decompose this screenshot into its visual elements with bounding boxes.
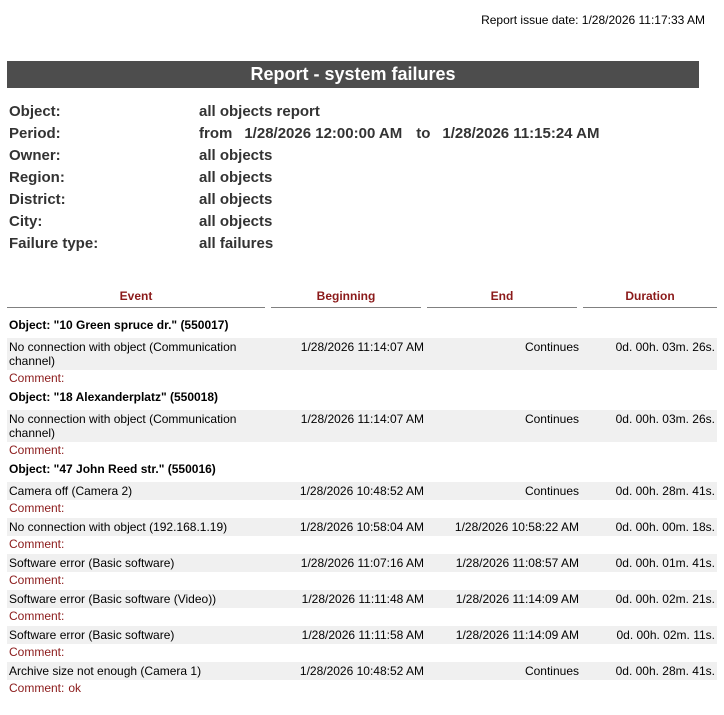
comment-label: Comment: [9, 443, 65, 457]
table-row [7, 410, 717, 442]
table-row [7, 482, 717, 500]
object-group-title: Object: "10 Green spruce dr." (550017) [9, 318, 229, 332]
beginning-cell: 1/28/2026 10:58:04 AM [299, 520, 424, 534]
duration-cell: 0d. 00h. 00m. 18s. [615, 520, 715, 534]
period-to-date: 1/28/2026 11:15:24 AM [442, 125, 600, 142]
end-cell: Continues [524, 340, 579, 354]
column-header-end: End [427, 288, 577, 308]
info-label-district: District: [9, 191, 66, 208]
info-value-region: all objects [199, 169, 273, 186]
info-label-failure-type: Failure type: [9, 235, 99, 252]
duration-cell: 0d. 00h. 28m. 41s. [615, 664, 715, 678]
comment-row [7, 680, 717, 698]
report-title: Report - system failures [7, 61, 699, 88]
beginning-cell: 1/28/2026 11:11:48 AM [301, 592, 424, 606]
event-cell: No connection with object (192.168.1.19) [9, 520, 228, 534]
end-cell: Continues [524, 664, 579, 678]
info-row-city [9, 211, 709, 233]
event-cell: Software error (Basic software (Video)) [9, 592, 217, 606]
comment-row [7, 370, 717, 388]
comment-row [7, 536, 717, 554]
info-row-owner [9, 145, 709, 167]
info-row-failure-type [9, 233, 709, 255]
table-row [7, 626, 717, 644]
period-from-date: 1/28/2026 12:00:00 AM [244, 125, 403, 142]
report-issue-date: Report issue date: 1/28/2026 11:17:33 AM [481, 13, 705, 27]
beginning-cell: 1/28/2026 11:11:58 AM [301, 628, 424, 642]
beginning-cell: 1/28/2026 10:48:52 AM [299, 484, 424, 498]
info-value-object: all objects report [199, 103, 320, 120]
duration-cell: 0d. 00h. 02m. 11s. [616, 628, 715, 642]
comment-row [7, 500, 717, 518]
event-cell: Software error (Basic software) [9, 628, 175, 642]
comment-label: Comment: [9, 681, 65, 695]
info-label-object: Object: [9, 103, 61, 120]
comment-row [7, 644, 717, 662]
table-row [7, 518, 717, 536]
beginning-cell: 1/28/2026 11:14:07 AM [300, 412, 424, 426]
beginning-cell: 1/28/2026 11:14:07 AM [300, 340, 424, 354]
info-row-district [9, 189, 709, 211]
event-cell: Archive size not enough (Camera 1) [9, 664, 202, 678]
period-from-word: from [199, 125, 233, 142]
end-cell: 1/28/2026 10:58:22 AM [454, 520, 579, 534]
column-header-duration: Duration [583, 288, 717, 308]
object-group-title: Object: "47 John Reed str." (550016) [9, 462, 216, 476]
report-info [9, 101, 709, 255]
info-label-owner: Owner: [9, 147, 61, 164]
comment-text: ok [68, 681, 82, 695]
event-cell: Camera off (Camera 2) [9, 484, 133, 498]
event-cell: Software error (Basic software) [9, 556, 175, 570]
duration-cell: 0d. 00h. 03m. 26s. [615, 340, 715, 354]
info-label-city: City: [9, 213, 43, 230]
comment-label: Comment: [9, 371, 65, 385]
beginning-cell: 1/28/2026 11:07:16 AM [300, 556, 424, 570]
info-row-region [9, 167, 709, 189]
end-cell: 1/28/2026 11:14:09 AM [455, 628, 579, 642]
info-value-failure-type: all failures [199, 235, 274, 252]
info-label-period: Period: [9, 125, 61, 142]
object-group-title: Object: "18 Alexanderplatz" (550018) [9, 390, 219, 404]
comment-label: Comment: [9, 609, 65, 623]
comment-label: Comment: [9, 573, 65, 587]
table-row [7, 554, 717, 572]
duration-cell: 0d. 00h. 03m. 26s. [615, 412, 715, 426]
comment-label: Comment: [9, 501, 65, 515]
duration-cell: 0d. 00h. 28m. 41s. [615, 484, 715, 498]
info-label-region: Region: [9, 169, 65, 186]
end-cell: 1/28/2026 11:08:57 AM [455, 556, 579, 570]
duration-cell: 0d. 00h. 02m. 21s. [615, 592, 715, 606]
failures-table [7, 316, 717, 698]
table-row [7, 662, 717, 680]
duration-cell: 0d. 00h. 01m. 41s. [615, 556, 715, 570]
column-header-event: Event [7, 288, 265, 308]
end-cell: 1/28/2026 11:14:09 AM [455, 592, 579, 606]
comment-row [7, 442, 717, 460]
comment-row [7, 572, 717, 590]
info-value-city: all objects [199, 213, 273, 230]
table-row [7, 338, 717, 370]
end-cell: Continues [524, 412, 579, 426]
info-row-period [9, 123, 709, 145]
column-header-beginning: Beginning [271, 288, 421, 308]
info-value-district: all objects [199, 191, 273, 208]
info-value-owner: all objects [199, 147, 273, 164]
comment-label: Comment: [9, 537, 65, 551]
beginning-cell: 1/28/2026 10:48:52 AM [299, 664, 424, 678]
table-row [7, 590, 717, 608]
comment-label: Comment: [9, 645, 65, 659]
info-row-object [9, 101, 709, 123]
event-cell: No connection with object (Communication channel) [9, 412, 237, 440]
event-cell: No connection with object (Communication channel) [9, 340, 237, 368]
comment-row [7, 608, 717, 626]
info-value-period [199, 125, 599, 142]
end-cell: Continues [524, 484, 579, 498]
period-to-word: to [416, 125, 431, 142]
